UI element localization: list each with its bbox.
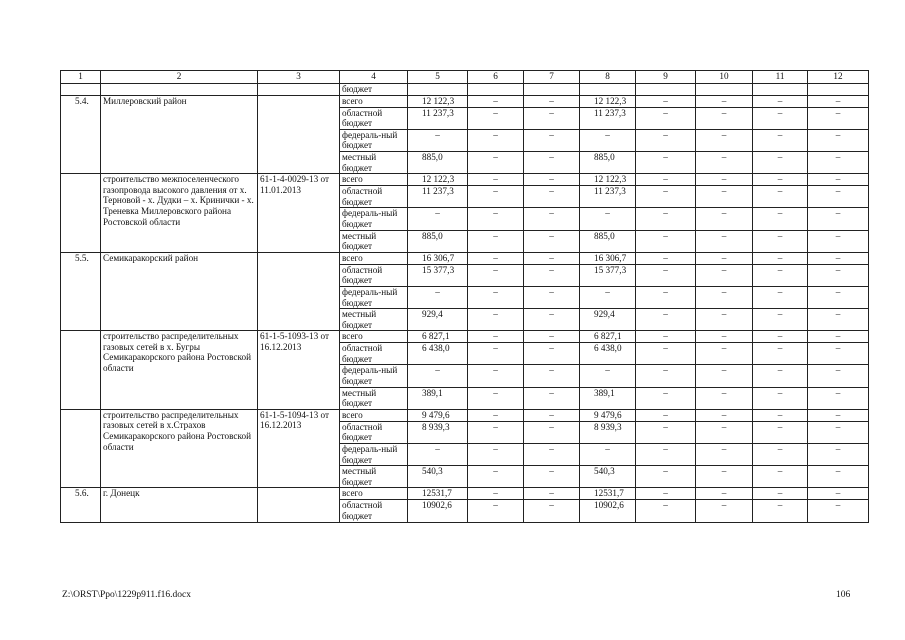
value-cell-c7: –: [524, 500, 580, 522]
value-cell-c9: –: [636, 387, 696, 409]
value-cell-c8: 8 939,3: [580, 421, 636, 443]
item-name: строительство распределительных газовых сетей в х. Бугры Семикаракорского района Ростовской области: [101, 331, 258, 410]
value-cell-c11: –: [753, 466, 808, 488]
value-cell-c8: –: [580, 129, 636, 151]
item-code: 61-1-4-0029-13 от 11.01.2013: [258, 174, 340, 253]
item-name: Семикаракорский район: [101, 252, 258, 331]
value-cell-c12: –: [808, 208, 869, 230]
value-cell-c7: –: [524, 286, 580, 308]
value-cell-c6: –: [468, 95, 524, 107]
budget-type-cell: местный бюджет: [340, 466, 408, 488]
value-cell-c7: –: [524, 488, 580, 500]
column-number-4: 4: [340, 71, 408, 84]
item-number: 5.4.: [61, 95, 101, 174]
value-cell-c11: –: [753, 387, 808, 409]
value-cell-c12: –: [808, 343, 869, 365]
item-number: 5.6.: [61, 488, 101, 522]
value-cell-c8: 885,0: [580, 151, 636, 173]
value-cell-c7: –: [524, 387, 580, 409]
item-name: строительство распределительных газовых сетей в х.Страхов Семикаракорского района Ростовской области: [101, 409, 258, 488]
column-number-row: [61, 71, 869, 84]
value-cell-c7: –: [524, 129, 580, 151]
value-cell-c5: 389,1: [408, 387, 468, 409]
value-cell-c11: –: [753, 107, 808, 129]
value-cell-c11: –: [753, 365, 808, 387]
value-cell-c8: 11 237,3: [580, 186, 636, 208]
value-cell-c11: –: [753, 129, 808, 151]
value-cell-c12: –: [808, 331, 869, 343]
value-cell-c8: 12 122,3: [580, 174, 636, 186]
value-cell-c8: –: [580, 444, 636, 466]
value-cell-c8: 10902,6: [580, 500, 636, 522]
value-cell-c12: –: [808, 421, 869, 443]
value-cell-c7: –: [524, 309, 580, 331]
value-cell-c10: –: [696, 129, 753, 151]
value-cell-c11: –: [753, 186, 808, 208]
value-cell-c12: –: [808, 409, 869, 421]
column-number-7: 7: [524, 71, 580, 84]
value-cell-c9: –: [636, 331, 696, 343]
value-cell-c12: –: [808, 466, 869, 488]
value-cell-c12: –: [808, 174, 869, 186]
value-cell-c6: –: [468, 387, 524, 409]
value-cell-c9: –: [636, 444, 696, 466]
value-cell-c10: –: [696, 174, 753, 186]
value-cell-c10: –: [696, 331, 753, 343]
value-cell-c6: –: [468, 444, 524, 466]
table-row: [61, 174, 869, 186]
budget-type-cell: всего: [340, 409, 408, 421]
budget-type-cell: областной бюджет: [340, 186, 408, 208]
column-number-12: 12: [808, 71, 869, 84]
budget-type-cell: федераль-ный бюджет: [340, 444, 408, 466]
value-cell-c7: –: [524, 107, 580, 129]
cell-empty: [61, 84, 101, 96]
budget-type-cell: областной бюджет: [340, 343, 408, 365]
budget-type-cell: федераль-ный бюджет: [340, 208, 408, 230]
budget-type-cell: всего: [340, 174, 408, 186]
value-cell-c9: –: [636, 409, 696, 421]
document-path: Z:\ORST\Ppo\1229p911.f16.docx: [62, 590, 191, 600]
value-cell-c12: –: [808, 230, 869, 252]
value-cell-c5: 11 237,3: [408, 186, 468, 208]
budget-type-cell: всего: [340, 252, 408, 264]
value-cell-c7: –: [524, 365, 580, 387]
column-number-3: 3: [258, 71, 340, 84]
value-cell-c5: 10902,6: [408, 500, 468, 522]
value-cell-c11: –: [753, 309, 808, 331]
value-cell-c9: –: [636, 264, 696, 286]
value-cell-c11: –: [753, 174, 808, 186]
budget-type-cell: областной бюджет: [340, 107, 408, 129]
value-cell-c11: –: [753, 444, 808, 466]
value-cell-c6: –: [468, 129, 524, 151]
item-code: [258, 252, 340, 331]
value-cell-c12: –: [808, 286, 869, 308]
budget-type-cell: местный бюджет: [340, 309, 408, 331]
value-cell-c7: –: [524, 208, 580, 230]
value-cell-c10: –: [696, 252, 753, 264]
value-cell-c5: –: [408, 365, 468, 387]
item-number: [61, 409, 101, 488]
value-cell-c7: –: [524, 466, 580, 488]
value-cell-c5: 929,4: [408, 309, 468, 331]
item-number: [61, 174, 101, 253]
budget-type-cell: всего: [340, 331, 408, 343]
value-cell-c9: –: [636, 107, 696, 129]
value-cell-c10: –: [696, 286, 753, 308]
page-number: 106: [836, 590, 851, 600]
value-cell-c10: –: [696, 264, 753, 286]
value-cell-c7: –: [524, 421, 580, 443]
item-number: [61, 331, 101, 410]
cell-empty: [696, 84, 753, 96]
value-cell-c5: –: [408, 208, 468, 230]
item-code: 61-1-5-1093-13 от 16.12.2013: [258, 331, 340, 410]
item-name: строительство межпоселенческого газопровода высокого давления от х. Терновой - х. Дудки – х. Кринички - х. Треневка Миллеровского района Ростовской области: [101, 174, 258, 253]
item-name: г. Донецк: [101, 488, 258, 522]
value-cell-c9: –: [636, 186, 696, 208]
value-cell-c5: 11 237,3: [408, 107, 468, 129]
value-cell-c11: –: [753, 331, 808, 343]
column-number-1: 1: [61, 71, 101, 84]
value-cell-c8: 6 438,0: [580, 343, 636, 365]
table-row: [61, 95, 869, 107]
cell-empty: [408, 84, 468, 96]
value-cell-c5: –: [408, 129, 468, 151]
value-cell-c7: –: [524, 95, 580, 107]
value-cell-c12: –: [808, 264, 869, 286]
value-cell-c9: –: [636, 421, 696, 443]
value-cell-c10: –: [696, 208, 753, 230]
value-cell-c12: –: [808, 387, 869, 409]
column-number-5: 5: [408, 71, 468, 84]
budget-type-cell: всего: [340, 488, 408, 500]
value-cell-c11: –: [753, 421, 808, 443]
value-cell-c5: 8 939,3: [408, 421, 468, 443]
value-cell-c7: –: [524, 409, 580, 421]
table-row: [61, 409, 869, 421]
value-cell-c6: –: [468, 107, 524, 129]
value-cell-c10: –: [696, 421, 753, 443]
value-cell-c5: 12 122,3: [408, 95, 468, 107]
value-cell-c7: –: [524, 186, 580, 208]
item-code: 61-1-5-1094-13 от 16.12.2013: [258, 409, 340, 488]
value-cell-c9: –: [636, 309, 696, 331]
value-cell-c10: –: [696, 444, 753, 466]
value-cell-c6: –: [468, 488, 524, 500]
value-cell-c11: –: [753, 500, 808, 522]
budget-type-cell: областной бюджет: [340, 421, 408, 443]
value-cell-c5: –: [408, 444, 468, 466]
value-cell-c6: –: [468, 151, 524, 173]
value-cell-c10: –: [696, 186, 753, 208]
value-cell-c7: –: [524, 264, 580, 286]
cell-empty: [258, 84, 340, 96]
value-cell-c5: 540,3: [408, 466, 468, 488]
table-body: [61, 84, 869, 523]
value-cell-c10: –: [696, 343, 753, 365]
value-cell-c11: –: [753, 252, 808, 264]
value-cell-c10: –: [696, 230, 753, 252]
table-row: [61, 488, 869, 500]
value-cell-c5: 12 122,3: [408, 174, 468, 186]
value-cell-c9: –: [636, 174, 696, 186]
value-cell-c9: –: [636, 286, 696, 308]
value-cell-c12: –: [808, 488, 869, 500]
column-number-10: 10: [696, 71, 753, 84]
budget-type-cell: всего: [340, 95, 408, 107]
value-cell-c8: 540,3: [580, 466, 636, 488]
value-cell-c6: –: [468, 331, 524, 343]
value-cell-c8: 885,0: [580, 230, 636, 252]
value-cell-c7: –: [524, 343, 580, 365]
value-cell-c6: –: [468, 174, 524, 186]
value-cell-c9: –: [636, 466, 696, 488]
value-cell-c11: –: [753, 208, 808, 230]
value-cell-c12: –: [808, 129, 869, 151]
value-cell-c10: –: [696, 309, 753, 331]
value-cell-c9: –: [636, 488, 696, 500]
value-cell-c10: –: [696, 365, 753, 387]
column-number-9: 9: [636, 71, 696, 84]
value-cell-c10: –: [696, 466, 753, 488]
value-cell-c12: –: [808, 309, 869, 331]
budget-table: [60, 70, 869, 523]
value-cell-c11: –: [753, 151, 808, 173]
value-cell-c12: –: [808, 252, 869, 264]
value-cell-c7: –: [524, 444, 580, 466]
value-cell-c8: 6 827,1: [580, 331, 636, 343]
value-cell-c6: –: [468, 409, 524, 421]
value-cell-c12: –: [808, 186, 869, 208]
value-cell-c7: –: [524, 174, 580, 186]
value-cell-c6: –: [468, 252, 524, 264]
cell-empty: [808, 84, 869, 96]
value-cell-c5: –: [408, 286, 468, 308]
column-number-11: 11: [753, 71, 808, 84]
value-cell-c10: –: [696, 500, 753, 522]
value-cell-c9: –: [636, 500, 696, 522]
value-cell-c9: –: [636, 252, 696, 264]
cell-empty: [468, 84, 524, 96]
value-cell-c8: 12531,7: [580, 488, 636, 500]
value-cell-c12: –: [808, 95, 869, 107]
value-cell-c10: –: [696, 409, 753, 421]
value-cell-c6: –: [468, 365, 524, 387]
value-cell-c6: –: [468, 466, 524, 488]
value-cell-c8: –: [580, 208, 636, 230]
value-cell-c8: 16 306,7: [580, 252, 636, 264]
value-cell-c9: –: [636, 151, 696, 173]
value-cell-c5: 15 377,3: [408, 264, 468, 286]
value-cell-c8: –: [580, 286, 636, 308]
budget-type-cell: федераль-ный бюджет: [340, 365, 408, 387]
value-cell-c10: –: [696, 95, 753, 107]
value-cell-c8: 389,1: [580, 387, 636, 409]
table-row: [61, 331, 869, 343]
value-cell-c6: –: [468, 230, 524, 252]
continuation-row: [61, 84, 869, 96]
value-cell-c9: –: [636, 129, 696, 151]
column-number-8: 8: [580, 71, 636, 84]
value-cell-c5: 6 438,0: [408, 343, 468, 365]
column-number-6: 6: [468, 71, 524, 84]
value-cell-c11: –: [753, 230, 808, 252]
value-cell-c8: 9 479,6: [580, 409, 636, 421]
value-cell-c6: –: [468, 286, 524, 308]
value-cell-c12: –: [808, 151, 869, 173]
budget-type-cell: областной бюджет: [340, 500, 408, 522]
budget-type-cell: местный бюджет: [340, 387, 408, 409]
item-code: [258, 95, 340, 174]
value-cell-c5: 885,0: [408, 230, 468, 252]
item-name: Миллеровский район: [101, 95, 258, 174]
table-header: [61, 71, 869, 84]
value-cell-c5: 9 479,6: [408, 409, 468, 421]
value-cell-c11: –: [753, 488, 808, 500]
cell-empty: [101, 84, 258, 96]
value-cell-c11: –: [753, 409, 808, 421]
value-cell-c11: –: [753, 343, 808, 365]
value-cell-c10: –: [696, 107, 753, 129]
cell-empty: [753, 84, 808, 96]
value-cell-c5: 6 827,1: [408, 331, 468, 343]
value-cell-c6: –: [468, 309, 524, 331]
value-cell-c8: 11 237,3: [580, 107, 636, 129]
item-number: 5.5.: [61, 252, 101, 331]
value-cell-c8: 929,4: [580, 309, 636, 331]
budget-type-cell: областной бюджет: [340, 264, 408, 286]
value-cell-c10: –: [696, 151, 753, 173]
value-cell-c12: –: [808, 444, 869, 466]
value-cell-c9: –: [636, 208, 696, 230]
cell-empty: [580, 84, 636, 96]
value-cell-c11: –: [753, 264, 808, 286]
value-cell-c8: 12 122,3: [580, 95, 636, 107]
value-cell-c10: –: [696, 387, 753, 409]
value-cell-c6: –: [468, 264, 524, 286]
table-row: [61, 252, 869, 264]
value-cell-c5: 12531,7: [408, 488, 468, 500]
value-cell-c6: –: [468, 500, 524, 522]
value-cell-c11: –: [753, 95, 808, 107]
budget-type-cell: федераль-ный бюджет: [340, 286, 408, 308]
value-cell-c9: –: [636, 230, 696, 252]
value-cell-c7: –: [524, 331, 580, 343]
value-cell-c11: –: [753, 286, 808, 308]
value-cell-c9: –: [636, 365, 696, 387]
value-cell-c5: 16 306,7: [408, 252, 468, 264]
budget-type-cell: местный бюджет: [340, 151, 408, 173]
value-cell-c7: –: [524, 252, 580, 264]
item-code: [258, 488, 340, 522]
value-cell-c7: –: [524, 151, 580, 173]
value-cell-c8: –: [580, 365, 636, 387]
value-cell-c12: –: [808, 500, 869, 522]
cell-empty: [636, 84, 696, 96]
budget-type-cell: федераль-ный бюджет: [340, 129, 408, 151]
value-cell-c6: –: [468, 186, 524, 208]
cell-empty: [524, 84, 580, 96]
budget-type-cell: местный бюджет: [340, 230, 408, 252]
value-cell-c6: –: [468, 208, 524, 230]
value-cell-c6: –: [468, 421, 524, 443]
value-cell-c9: –: [636, 343, 696, 365]
value-cell-c9: –: [636, 95, 696, 107]
budget-type-cell: бюджет: [340, 84, 408, 96]
column-number-2: 2: [101, 71, 258, 84]
value-cell-c5: 885,0: [408, 151, 468, 173]
value-cell-c7: –: [524, 230, 580, 252]
value-cell-c12: –: [808, 107, 869, 129]
value-cell-c12: –: [808, 365, 869, 387]
value-cell-c6: –: [468, 343, 524, 365]
value-cell-c10: –: [696, 488, 753, 500]
value-cell-c8: 15 377,3: [580, 264, 636, 286]
